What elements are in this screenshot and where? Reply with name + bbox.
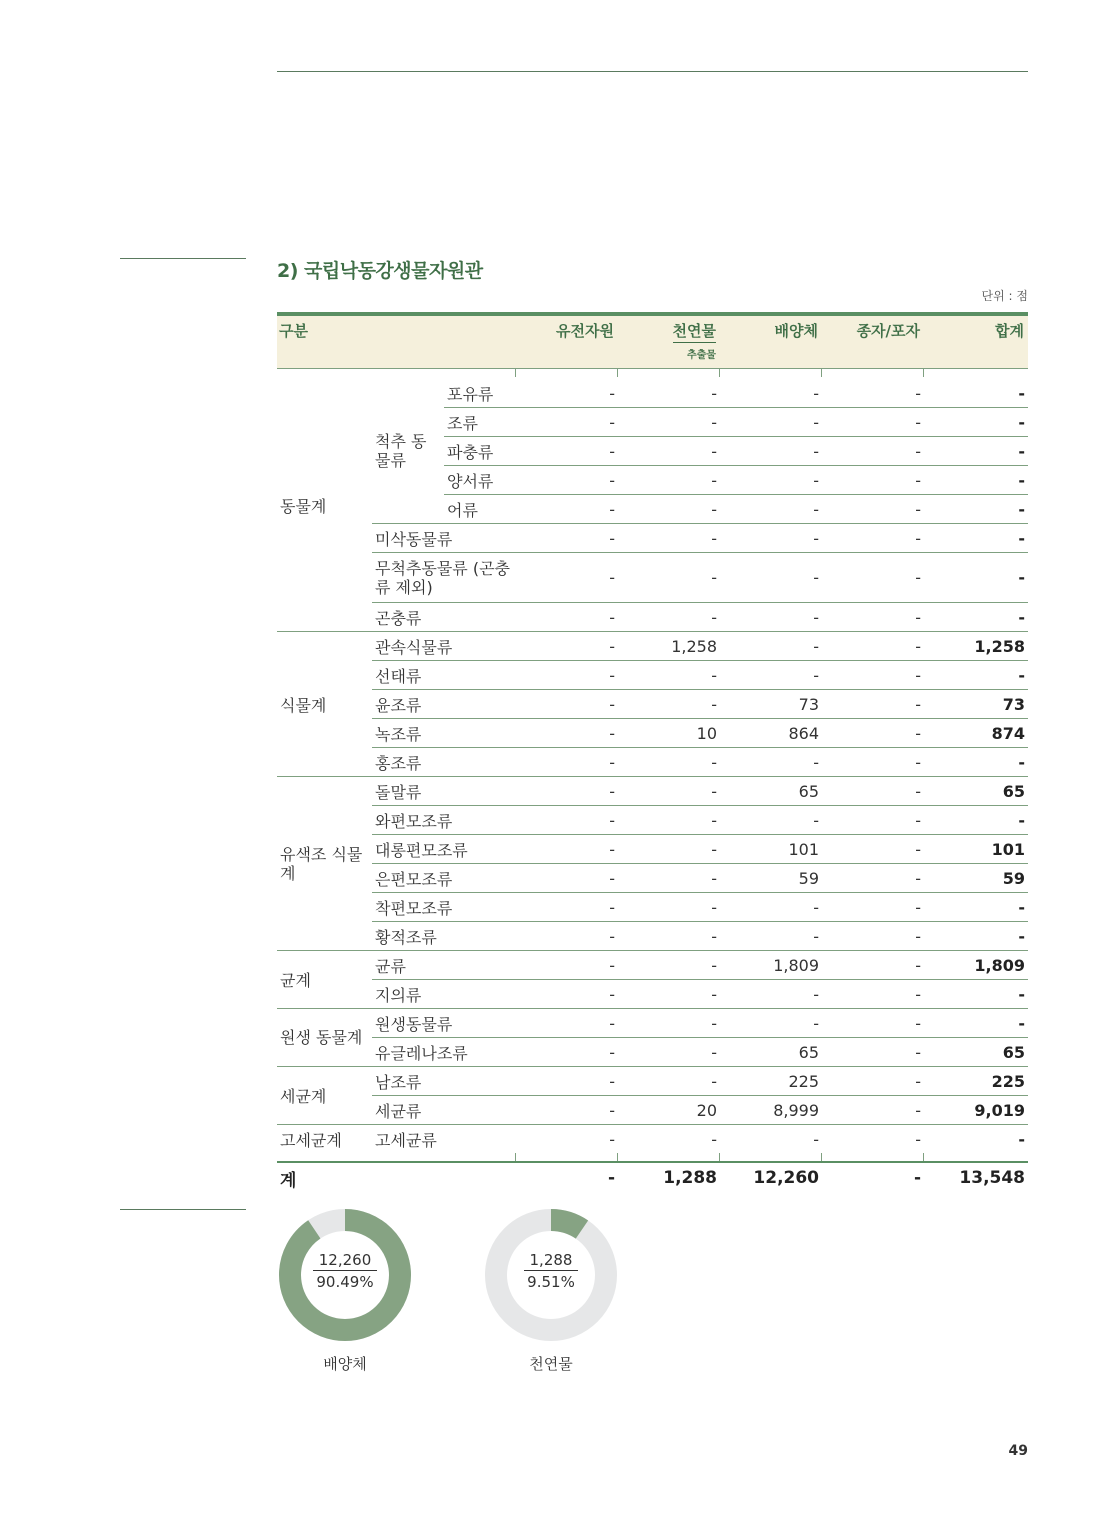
group-label-fungi: 균계	[277, 951, 372, 1009]
cell-natural: 20	[618, 1096, 720, 1125]
row-name: 착편모조류	[372, 893, 516, 922]
cell-culture: -	[720, 632, 822, 661]
cell-natural: -	[618, 1038, 720, 1067]
table-row	[277, 1125, 1028, 1154]
donut-natural-percent: 9.51%	[527, 1273, 575, 1291]
cell-genetic: -	[516, 719, 618, 748]
total-culture: 12,260	[753, 1168, 820, 1188]
cell-genetic: -	[516, 1067, 618, 1096]
cell-natural: -	[618, 864, 720, 893]
cell-genetic: -	[516, 835, 618, 864]
cell-genetic: -	[609, 1129, 616, 1149]
table-row	[277, 864, 1028, 893]
header-total: 합계	[924, 314, 1028, 369]
cell-natural: -	[618, 1067, 720, 1096]
donut-natural	[483, 1207, 619, 1343]
row-name: 남조류	[372, 1067, 516, 1096]
row-name: 돌말류	[372, 777, 516, 806]
cell-genetic: -	[516, 922, 618, 951]
top-rule	[277, 71, 1028, 72]
cell-total: 73	[924, 690, 1028, 719]
cell-natural: -	[618, 466, 720, 495]
cell-total: -	[924, 661, 1028, 690]
donut-natural-text	[483, 1251, 619, 1291]
cell-total: -	[924, 466, 1028, 495]
side-rule-charts	[120, 1209, 246, 1210]
donut-culture-text	[277, 1251, 413, 1291]
table-row	[277, 951, 1028, 980]
page-number: 49	[1008, 1443, 1028, 1459]
cell-total: 101	[924, 835, 1028, 864]
row-name: 지의류	[372, 980, 516, 1009]
cell-seed: -	[822, 893, 924, 922]
header-category: 구분	[277, 314, 516, 369]
cell-total: 65	[924, 777, 1028, 806]
cell-seed: -	[822, 806, 924, 835]
cell-total: -	[924, 603, 1028, 632]
cell-seed: -	[822, 835, 924, 864]
cell-genetic: -	[516, 777, 618, 806]
cell-genetic: -	[516, 1038, 618, 1067]
cell-genetic: -	[516, 495, 618, 524]
row-name: 선태류	[372, 661, 516, 690]
cell-total: -	[924, 980, 1028, 1009]
group-label-plant: 식물계	[277, 632, 372, 777]
cell-natural: -	[618, 748, 720, 777]
table-row	[277, 1096, 1028, 1125]
table-row	[277, 690, 1028, 719]
row-name: 황적조류	[372, 922, 516, 951]
row-name: 윤조류	[372, 690, 516, 719]
cell-total: -	[924, 893, 1028, 922]
group-label-bacteria: 세균계	[277, 1067, 372, 1125]
cell-total: -	[924, 379, 1028, 408]
cell-genetic: -	[516, 466, 618, 495]
total-seed: -	[913, 1168, 922, 1188]
header-culture: 배양체	[720, 314, 822, 369]
cell-total: 225	[924, 1067, 1028, 1096]
total-genetic: -	[607, 1168, 616, 1188]
cell-culture: 1,809	[720, 951, 822, 980]
cell-seed: -	[822, 553, 924, 603]
cell-culture: -	[813, 1129, 820, 1149]
cell-seed: -	[822, 408, 924, 437]
table-header-row	[277, 314, 1028, 369]
cell-genetic: -	[516, 437, 618, 466]
group-label-animal: 동물계	[277, 379, 372, 632]
total-label: 계	[280, 1170, 297, 1191]
cell-seed: -	[822, 719, 924, 748]
cell-total: 59	[924, 864, 1028, 893]
row-name: 와편모조류	[372, 806, 516, 835]
cell-seed: -	[822, 1009, 924, 1038]
cell-culture: -	[720, 553, 822, 603]
cell-total: 9,019	[924, 1096, 1028, 1125]
cell-seed: -	[822, 1038, 924, 1067]
header-seed: 종자/포자	[822, 314, 924, 369]
cell-culture: -	[720, 922, 822, 951]
cell-natural: 10	[618, 719, 720, 748]
cell-seed: -	[822, 495, 924, 524]
table-row	[277, 893, 1028, 922]
side-rule-section	[120, 258, 246, 259]
table-row	[277, 379, 1028, 408]
table-row	[277, 806, 1028, 835]
cell-natural: -	[618, 806, 720, 835]
donut-culture-label: 배양체	[323, 1355, 367, 1373]
table-row	[277, 553, 1028, 603]
table-row	[277, 1067, 1028, 1096]
resource-table	[277, 312, 1028, 1193]
header-natural-sub: 추출물	[687, 350, 717, 361]
cell-total: -	[924, 1009, 1028, 1038]
cell-genetic: -	[516, 748, 618, 777]
total-row	[277, 1162, 1028, 1193]
cell-total: -	[924, 922, 1028, 951]
cell-seed: -	[822, 748, 924, 777]
table-row	[277, 777, 1028, 806]
cell-genetic: -	[516, 524, 618, 553]
donut-culture-value: 12,260	[313, 1251, 378, 1271]
tick-row-bottom	[277, 1153, 1028, 1162]
row-name: 조류	[444, 408, 516, 437]
table-row	[277, 603, 1028, 632]
cell-natural: -	[618, 524, 720, 553]
cell-culture: 65	[720, 1038, 822, 1067]
cell-seed: -	[822, 437, 924, 466]
cell-seed: -	[822, 690, 924, 719]
row-name: 파충류	[444, 437, 516, 466]
cell-genetic: -	[516, 553, 618, 603]
cell-natural: -	[618, 603, 720, 632]
cell-genetic: -	[516, 980, 618, 1009]
total-natural: 1,288	[663, 1168, 718, 1188]
cell-culture: 73	[720, 690, 822, 719]
cell-culture: 225	[720, 1067, 822, 1096]
cell-seed: -	[822, 980, 924, 1009]
row-name: 미삭동물류	[372, 524, 516, 553]
cell-natural: -	[618, 437, 720, 466]
cell-natural: -	[618, 980, 720, 1009]
cell-total: -	[924, 806, 1028, 835]
cell-culture: -	[720, 893, 822, 922]
row-name: 무척추동물류 (곤충류 제외)	[372, 553, 516, 603]
group-label-archaea: 고세균계	[280, 1130, 342, 1150]
cell-total: 1,258	[924, 632, 1028, 661]
cell-culture: 101	[720, 835, 822, 864]
cell-seed: -	[822, 1096, 924, 1125]
cell-natural: -	[618, 777, 720, 806]
cell-total: -	[1018, 1129, 1026, 1149]
cell-natural: -	[618, 922, 720, 951]
cell-genetic: -	[516, 864, 618, 893]
cell-total: -	[924, 408, 1028, 437]
cell-total: 874	[924, 719, 1028, 748]
cell-seed: -	[822, 379, 924, 408]
donut-charts	[277, 1207, 657, 1387]
cell-culture: -	[720, 603, 822, 632]
table-row	[277, 922, 1028, 951]
table-row	[277, 980, 1028, 1009]
cell-total: 65	[924, 1038, 1028, 1067]
cell-culture: -	[720, 408, 822, 437]
cell-culture: -	[720, 437, 822, 466]
table-row	[277, 719, 1028, 748]
row-name: 녹조류	[372, 719, 516, 748]
row-name: 원생동물류	[372, 1009, 516, 1038]
cell-genetic: -	[516, 690, 618, 719]
cell-seed: -	[822, 864, 924, 893]
cell-seed: -	[915, 1129, 922, 1149]
cell-total: -	[924, 748, 1028, 777]
cell-natural: -	[618, 835, 720, 864]
table-row	[277, 1038, 1028, 1067]
donut-natural-label: 천연물	[529, 1355, 573, 1373]
table-row	[277, 748, 1028, 777]
row-name: 홍조류	[372, 748, 516, 777]
cell-genetic: -	[516, 603, 618, 632]
cell-genetic: -	[516, 951, 618, 980]
cell-culture: -	[720, 379, 822, 408]
donut-natural-value: 1,288	[524, 1251, 579, 1271]
header-genetic: 유전자원	[516, 314, 618, 369]
donut-culture	[277, 1207, 413, 1343]
table-row	[277, 661, 1028, 690]
row-name: 균류	[372, 951, 516, 980]
cell-seed: -	[822, 777, 924, 806]
cell-seed: -	[822, 951, 924, 980]
cell-total: -	[924, 524, 1028, 553]
cell-natural: -	[618, 951, 720, 980]
cell-natural: -	[618, 893, 720, 922]
row-name: 곤충류	[372, 603, 516, 632]
cell-natural: 1,258	[618, 632, 720, 661]
cell-total: 1,809	[924, 951, 1028, 980]
tick-row-top	[277, 369, 1028, 380]
cell-culture: -	[720, 980, 822, 1009]
table-row	[277, 632, 1028, 661]
cell-natural: -	[618, 379, 720, 408]
cell-natural: -	[618, 690, 720, 719]
cell-culture: -	[720, 806, 822, 835]
cell-culture: -	[720, 466, 822, 495]
cell-natural: -	[618, 553, 720, 603]
cell-genetic: -	[516, 661, 618, 690]
cell-culture: 65	[720, 777, 822, 806]
group-label-chromista: 유색조 식물계	[277, 777, 372, 951]
row-name: 은편모조류	[372, 864, 516, 893]
cell-seed: -	[822, 632, 924, 661]
row-name: 어류	[444, 495, 516, 524]
row-name: 양서류	[444, 466, 516, 495]
row-name: 고세균류	[375, 1130, 437, 1150]
cell-natural: -	[618, 408, 720, 437]
row-name: 포유류	[444, 379, 516, 408]
cell-seed: -	[822, 922, 924, 951]
header-natural	[618, 314, 720, 369]
row-name: 대롱편모조류	[372, 835, 516, 864]
cell-genetic: -	[516, 632, 618, 661]
cell-culture: 864	[720, 719, 822, 748]
row-name: 세균류	[372, 1096, 516, 1125]
table-row	[277, 835, 1028, 864]
cell-genetic: -	[516, 806, 618, 835]
cell-culture: -	[720, 661, 822, 690]
cell-genetic: -	[516, 1009, 618, 1038]
donut-culture-percent: 90.49%	[316, 1273, 374, 1291]
cell-natural: -	[618, 495, 720, 524]
cell-culture: -	[720, 524, 822, 553]
cell-genetic: -	[516, 379, 618, 408]
cell-culture: 8,999	[720, 1096, 822, 1125]
total-total: 13,548	[959, 1168, 1026, 1188]
cell-culture: 59	[720, 864, 822, 893]
cell-genetic: -	[516, 408, 618, 437]
subgroup-label-vertebrate: 척추 동물류	[372, 379, 444, 524]
cell-genetic: -	[516, 1096, 618, 1125]
unit-note: 단위 : 점	[981, 289, 1028, 303]
cell-total: -	[924, 495, 1028, 524]
cell-seed: -	[822, 603, 924, 632]
table-row	[277, 524, 1028, 553]
cell-total: -	[924, 553, 1028, 603]
row-name: 유글레나조류	[372, 1038, 516, 1067]
row-name: 관속식물류	[372, 632, 516, 661]
cell-genetic: -	[516, 893, 618, 922]
table-row	[277, 1009, 1028, 1038]
group-label-protozoa: 원생 동물계	[277, 1009, 372, 1067]
section-title: 2) 국립낙동강생물자원관	[277, 260, 483, 282]
cell-culture: -	[720, 748, 822, 777]
cell-natural: -	[618, 1009, 720, 1038]
cell-seed: -	[822, 466, 924, 495]
cell-natural: -	[711, 1129, 718, 1149]
cell-total: -	[924, 437, 1028, 466]
cell-seed: -	[822, 661, 924, 690]
cell-culture: -	[720, 1009, 822, 1038]
header-natural-label: 천연물	[673, 320, 716, 343]
cell-seed: -	[822, 1067, 924, 1096]
cell-seed: -	[822, 524, 924, 553]
cell-culture: -	[720, 495, 822, 524]
cell-natural: -	[618, 661, 720, 690]
